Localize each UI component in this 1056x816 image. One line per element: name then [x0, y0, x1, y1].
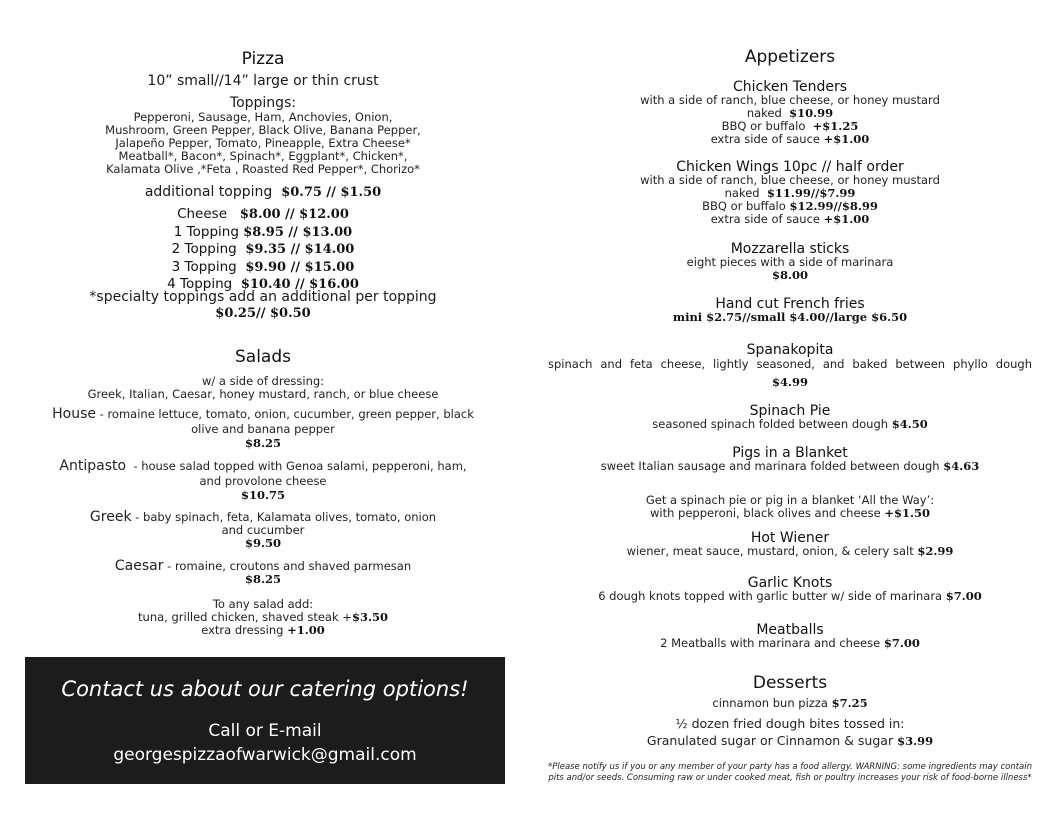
all-the-way-line: with pepperoni, black olives and cheese: [650, 506, 885, 520]
price-row: [28, 206, 498, 224]
item-option: extra side of sauce: [710, 212, 820, 226]
item-option: naked: [746, 106, 782, 120]
toppings-line: Mushroom, Green Pepper, Black Olive, Banana Pepper,: [105, 123, 421, 137]
all-the-way-line: Get a spinach pie or pig in a blanket ‘All the Way’:: [645, 493, 935, 507]
item-price: $4.63: [943, 459, 980, 473]
item-desc: 2 Meatballs with marinara and cheese: [660, 636, 884, 650]
item-option: BBQ or buffalo: [702, 199, 786, 213]
item-name: Spanakopita: [746, 342, 834, 358]
item-option: extra side of sauce: [710, 132, 820, 146]
item-price: $7.00: [883, 636, 920, 650]
toppings-line: Meatball*, Bacon*, Spinach*, Eggplant*, Chicken*,: [118, 149, 408, 163]
salad-price: $10.75: [240, 488, 285, 502]
item-price: $7.25: [831, 696, 868, 710]
salad-item-house: [28, 408, 498, 450]
salad-desc: - baby spinach, feta, Kalamata olives, tomato, onion: [135, 510, 437, 524]
pizza-price-list: [28, 206, 498, 294]
item-desc: eight pieces with a side of marinara: [686, 255, 894, 269]
item-name: Chicken Tenders: [733, 79, 847, 95]
addon-price: $3.50: [351, 610, 388, 624]
item-price: +$1.00: [823, 132, 870, 146]
salad-item-antipasto: [28, 460, 498, 502]
menu-item-garlic-knots: [548, 577, 1032, 603]
all-the-way-note: [548, 494, 1032, 520]
menu-item-spinach-pie: [548, 405, 1032, 431]
salad-price: $8.25: [244, 436, 281, 450]
item-desc: spinach and feta cheese, lightly seasoned, and baked between phyllo dough: [548, 357, 1032, 371]
appetizers-title: Appetizers: [744, 47, 836, 67]
menu-item-mozzarella-sticks: [548, 243, 1032, 282]
item-desc: wiener, meat sauce, mustard, onion, & celery salt: [626, 544, 918, 558]
toppings-label: Toppings:: [229, 95, 297, 111]
salad-name: House: [52, 406, 96, 422]
toppings-line: Jalapeño Pepper, Tomato, Pineapple, Extra Cheese*: [115, 136, 411, 150]
toppings-line: Kalamata Olive ,*Feta , Roasted Red Pepper*, Chorizo*: [106, 162, 420, 176]
extra-dressing-price: +1.00: [287, 623, 325, 637]
item-option: BBQ or buffalo: [721, 119, 806, 133]
price-row: [28, 241, 498, 259]
price-row-price: $9.90 // $15.00: [245, 259, 355, 275]
item-price: $3.99: [897, 734, 934, 748]
salad-name: Caesar: [114, 558, 164, 574]
menu-item-spanakopita: [548, 344, 1032, 389]
item-price: $4.99: [771, 375, 808, 389]
item-price: $8.00: [771, 268, 808, 282]
dressing-line-2: Greek, Italian, Caesar, honey mustard, ranch, or blue cheese: [87, 387, 439, 401]
addon-label: To any salad add:: [212, 597, 314, 611]
price-row-price: $8.00 // $12.00: [239, 207, 349, 222]
salad-desc-cont: and provolone cheese: [199, 474, 327, 488]
addon-line: tuna, grilled chicken, shaved steak +: [138, 610, 352, 624]
price-row-price: $9.35 // $14.00: [245, 242, 355, 257]
item-name: Garlic Knots: [747, 575, 833, 591]
salad-name: Antipasto: [59, 458, 127, 474]
item-price: $7.00: [945, 589, 982, 603]
additional-topping: [28, 184, 498, 200]
allergy-line: pits and/or seeds. Consuming raw or under cooked meat, fish or poultry increases your risk of food-borne illness*: [548, 773, 1032, 783]
toppings-line: Pepperoni, Sausage, Ham, Anchovies, Onion,: [133, 110, 393, 124]
salad-item-greek: [28, 511, 498, 550]
item-name: Spinach Pie: [749, 403, 831, 419]
item-price: +$1.25: [812, 119, 859, 133]
item-name: Hot Wiener: [750, 530, 830, 546]
menu-item-french-fries: [548, 298, 1032, 324]
price-row: [28, 224, 498, 242]
item-name: Chicken Wings 10pc // half order: [676, 159, 904, 175]
item-desc: sweet Italian sausage and marinara folded between dough: [600, 459, 944, 473]
specialty-note: *specialty toppings add an additional per topping: [89, 289, 437, 305]
item-desc: ½ dozen fried dough bites tossed in:: [675, 716, 905, 731]
item-desc: Granulated sugar or Cinnamon & sugar: [646, 733, 898, 748]
item-price: mini $2.75//small $4.00//large $6.50: [672, 310, 908, 324]
price-row-label: 1 Topping: [173, 223, 239, 240]
item-price: $12.99//$8.99: [789, 199, 878, 213]
dessert-cinnamon-bun: [548, 697, 1032, 710]
salads-title: Salads: [235, 347, 291, 367]
desserts-title: Desserts: [752, 673, 828, 693]
item-name: Hand cut French fries: [715, 296, 865, 312]
salad-desc: - house salad topped with Genoa salami, pepperoni, ham,: [133, 459, 467, 473]
catering-call: Call or E-mail: [208, 721, 322, 741]
dessert-dough-bites: [548, 717, 1032, 748]
item-name: Pigs in a Blanket: [732, 445, 848, 461]
salad-price: $8.25: [244, 572, 281, 586]
price-row-label: 3 Topping: [171, 258, 237, 275]
item-price: $2.99: [917, 544, 954, 558]
menu-item-hot-wiener: [548, 532, 1032, 558]
dressing-line-1: w/ a side of dressing:: [201, 374, 325, 388]
salad-desc: - romaine lettuce, tomato, onion, cucumber, green pepper, black: [99, 407, 474, 421]
item-name: Meatballs: [756, 622, 824, 638]
price-row-price: $10.40 // $16.00: [240, 277, 359, 292]
item-desc: with a side of ranch, blue cheese, or honey mustard: [640, 173, 940, 187]
item-desc: with a side of ranch, blue cheese, or honey mustard: [640, 93, 940, 107]
item-price: +$1.50: [884, 506, 930, 520]
item-option: naked: [724, 186, 760, 200]
catering-email: georgespizzaofwarwick@gmail.com: [113, 745, 417, 765]
allergy-line: *Please notify us if you or any member of your party has a food allergy. WARNING: some ingredients may contain: [548, 762, 1032, 772]
allergy-note: [548, 762, 1032, 784]
price-row-label: 2 Topping: [171, 241, 237, 257]
salad-desc-cont: olive and banana pepper: [191, 422, 335, 436]
salad-addons: [28, 598, 498, 637]
salad-item-caesar: [28, 560, 498, 586]
menu-item-chicken-wings: [548, 161, 1032, 226]
salad-name: Greek: [89, 509, 132, 525]
menu-item-chicken-tenders: [548, 81, 1032, 146]
menu-item-pigs-in-a-blanket: [548, 447, 1032, 473]
item-price: $11.99//$7.99: [766, 186, 856, 200]
item-price: +$1.00: [823, 212, 870, 226]
price-row: [28, 259, 498, 277]
catering-headline: Contact us about our catering options!: [61, 677, 469, 701]
price-row-label: 4 Topping: [167, 276, 233, 292]
item-price: $10.99: [789, 106, 834, 120]
item-desc: 6 dough knots topped with garlic butter w/ side of marinara: [598, 589, 946, 603]
salad-desc: - romaine, croutons and shaved parmesan: [167, 559, 412, 573]
item-desc: seasoned spinach folded between dough: [652, 417, 892, 431]
additional-label: additional topping: [144, 184, 273, 200]
price-row-price: $8.95 // $13.00: [243, 224, 353, 240]
pizza-title: Pizza: [241, 49, 285, 69]
price-row-label: Cheese: [177, 206, 228, 222]
pizza-sizes: 10” small//14” large or thin crust: [147, 73, 379, 89]
toppings-list: [28, 111, 498, 176]
salad-price: $9.50: [244, 536, 281, 550]
item-name: Mozzarella sticks: [730, 241, 850, 257]
menu-item-meatballs: [548, 624, 1032, 650]
catering-banner: [25, 657, 505, 784]
extra-dressing: extra dressing: [201, 623, 288, 637]
additional-price: $0.75 // $1.50: [281, 185, 382, 200]
specialty-price: $0.25// $0.50: [215, 306, 311, 321]
salad-desc-cont: and cucumber: [221, 523, 305, 537]
item-price: $4.50: [891, 417, 928, 431]
item-desc: cinnamon bun pizza: [712, 696, 832, 710]
